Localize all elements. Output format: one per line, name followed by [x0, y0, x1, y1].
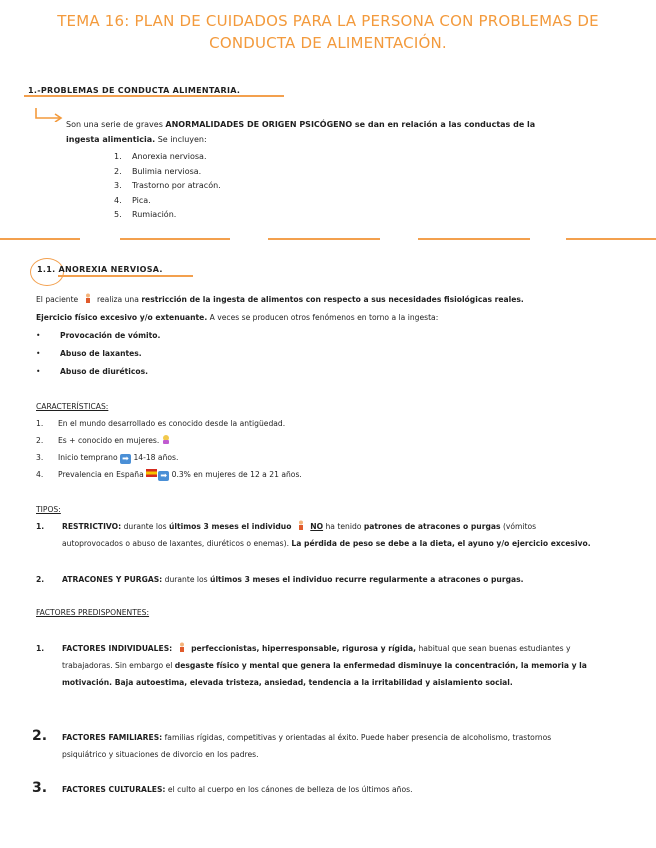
intro-text-a: Son una serie de graves: [66, 120, 166, 129]
tipo-title: ATRACONES Y PURGAS:: [62, 575, 163, 584]
bullet-icon: •: [36, 349, 41, 358]
tipo-text: (vómitos autoprovocados o abuso de laxantes, diuréticos o enemas).: [62, 522, 537, 548]
person-icon: [83, 293, 93, 303]
factor-title: FACTORES INDIVIDUALES:: [62, 644, 173, 653]
person-icon: [296, 520, 306, 530]
list-label: Bulimia nerviosa.: [132, 166, 202, 176]
list-number: 2.: [114, 166, 122, 176]
tipo-item: [36, 518, 596, 552]
intro-text-b: ANORMALIDADES DE ORIGEN PSICÓGENO se dan en relación a las conductas de la: [165, 120, 536, 129]
p1-text-c: restricción de la ingesta de alimentos con respecto a sus necesidades fisiológicas reales.: [141, 295, 524, 304]
spain-flag-icon: [146, 469, 157, 477]
factor-item: [36, 781, 596, 798]
intro-text-d: Se incluyen:: [155, 135, 207, 144]
list-label: Rumiación.: [132, 210, 177, 219]
heading-underline: [24, 95, 284, 97]
woman-emoji-icon: [161, 434, 171, 444]
bullet-label: Provocación de vómito.: [60, 331, 161, 340]
factores-heading: FACTORES PREDISPONENTES:: [36, 608, 150, 617]
tipos-heading: TIPOS:: [36, 505, 61, 514]
list-label: Pica.: [132, 195, 151, 205]
list-item: [114, 165, 221, 180]
caracteristicas-heading: CARACTERÍSTICAS:: [36, 402, 109, 411]
list-item: [114, 150, 221, 165]
tipo-text-bold: La pérdida de peso se debe a la dieta, el ayuno y/o ejercicio excesivo.: [291, 539, 591, 548]
bullet-item: [36, 346, 142, 361]
divider: [268, 238, 380, 240]
bullet-label: Abuso de laxantes.: [60, 349, 142, 358]
tipo-text: durante los: [162, 575, 211, 584]
subheading-underline: [58, 275, 193, 277]
p1-text-a: El paciente: [36, 295, 81, 304]
list-item: [36, 467, 302, 482]
paragraph-2: [36, 310, 616, 325]
title-line-1: TEMA 16: PLAN DE CUIDADOS PARA LA PERSONA CON PROBLEMAS DE: [57, 12, 599, 30]
divider: [418, 238, 530, 240]
factor-text: habitual que sean buenas estudiantes y trabajadoras. Sin embargo el: [62, 644, 571, 670]
list-number: 1.: [36, 644, 45, 653]
page-title: [30, 10, 626, 54]
list-number: 1.: [36, 419, 44, 428]
tipo-text: ha tenido: [323, 522, 364, 531]
list-number: 4.: [114, 195, 122, 205]
tipo-text: durante los: [121, 522, 169, 531]
list-number: 3.: [36, 453, 44, 462]
title-line-2: CONDUCTA DE ALIMENTACIÓN.: [209, 34, 447, 52]
list-label: Es + conocido en mujeres.: [58, 436, 160, 445]
list-label: Anorexia nerviosa.: [132, 152, 207, 161]
intro-paragraph: [66, 117, 606, 147]
list-item: [114, 194, 221, 209]
list-number: 2.: [36, 575, 45, 584]
factor-text: el culto al cuerpo en los cánones de belleza de los últimos años.: [165, 785, 413, 794]
list-label-a: Prevalencia en España: [58, 470, 144, 479]
factor-title: FACTORES FAMILIARES:: [62, 733, 163, 742]
disorder-list: [114, 150, 221, 223]
tipo-text-bold: últimos 3 meses el individuo: [169, 522, 292, 531]
factor-text-bold: desgaste físico y mental que genera la enfermedad disminuye la concentración, la memoria y la motivación. Baja autoestima, elevada tristeza, ansiedad, tendencia a la irritabilidad y aislamiento social.: [62, 661, 587, 687]
divider: [120, 238, 230, 240]
p2-text-b: A veces se producen otros fenómenos en torno a la ingesta:: [207, 313, 439, 322]
p1-text-b: realiza una: [94, 295, 142, 304]
factor-title: FACTORES CULTURALES:: [62, 785, 166, 794]
bullet-icon: •: [36, 367, 41, 376]
list-number: 1.: [114, 152, 122, 161]
list-number: 4.: [36, 470, 44, 479]
subsection-heading: 1.1. ANOREXIA NERVIOSA.: [37, 265, 163, 274]
factor-text: familias rígidas, competitivas y orientadas al éxito. Puede haber presencia de alcoholismo, trastornos psiquiátrico y situaciones de divorcio en los padres.: [62, 733, 552, 759]
list-item: [36, 450, 178, 465]
factor-text-bold: perfeccionistas, hiperresponsable, rigurosa y rígida,: [191, 644, 417, 653]
list-number: 5.: [114, 210, 122, 219]
bullet-item: [36, 364, 148, 379]
list-label: En el mundo desarrollado es conocido desde la antigüedad.: [58, 419, 286, 428]
list-label-b: 14-18 años.: [133, 453, 179, 462]
tipo-text-bold: últimos 3 meses el individuo recurre regularmente a atracones o purgas.: [210, 575, 524, 584]
factor-item: [36, 729, 596, 763]
section-heading: 1.-PROBLEMAS DE CONDUCTA ALIMENTARIA.: [28, 86, 241, 95]
tipo-text-bold: patrones de atracones o purgas: [363, 522, 501, 531]
list-label-a: Inicio temprano: [58, 453, 118, 462]
divider: [566, 238, 656, 240]
list-item: [114, 208, 221, 223]
tipo-item: [36, 571, 596, 588]
list-item: [114, 179, 221, 194]
list-number: 1.: [36, 522, 45, 531]
p2-text-a: Ejercicio físico excesivo y/o extenuante.: [36, 313, 208, 322]
arrow-right-icon: ➡: [158, 471, 169, 481]
factor-number-3: 3.: [32, 780, 48, 796]
list-label: Trastorno por atracón.: [132, 181, 221, 190]
paragraph-1: [36, 292, 616, 307]
bullet-item: [36, 328, 160, 343]
divider: [0, 238, 80, 240]
list-number: 2.: [36, 436, 44, 445]
bullet-label: Abuso de diuréticos.: [60, 367, 149, 376]
arrow-right-icon: [34, 108, 64, 122]
tipo-title: RESTRICTIVO:: [62, 522, 122, 531]
tipo-text-no: NO: [310, 522, 324, 531]
list-label-b: 0.3% en mujeres de 12 a 21 años.: [171, 470, 302, 479]
arrow-right-icon: ➡: [120, 454, 131, 464]
intro-text-c: ingesta alimenticia.: [66, 135, 156, 144]
list-item: [36, 416, 285, 431]
person-icon: [177, 642, 187, 652]
factor-item: [36, 640, 596, 691]
factor-number-2: 2.: [32, 728, 48, 744]
list-item: [36, 433, 173, 448]
list-number: 3.: [114, 181, 122, 190]
bullet-icon: •: [36, 331, 41, 340]
